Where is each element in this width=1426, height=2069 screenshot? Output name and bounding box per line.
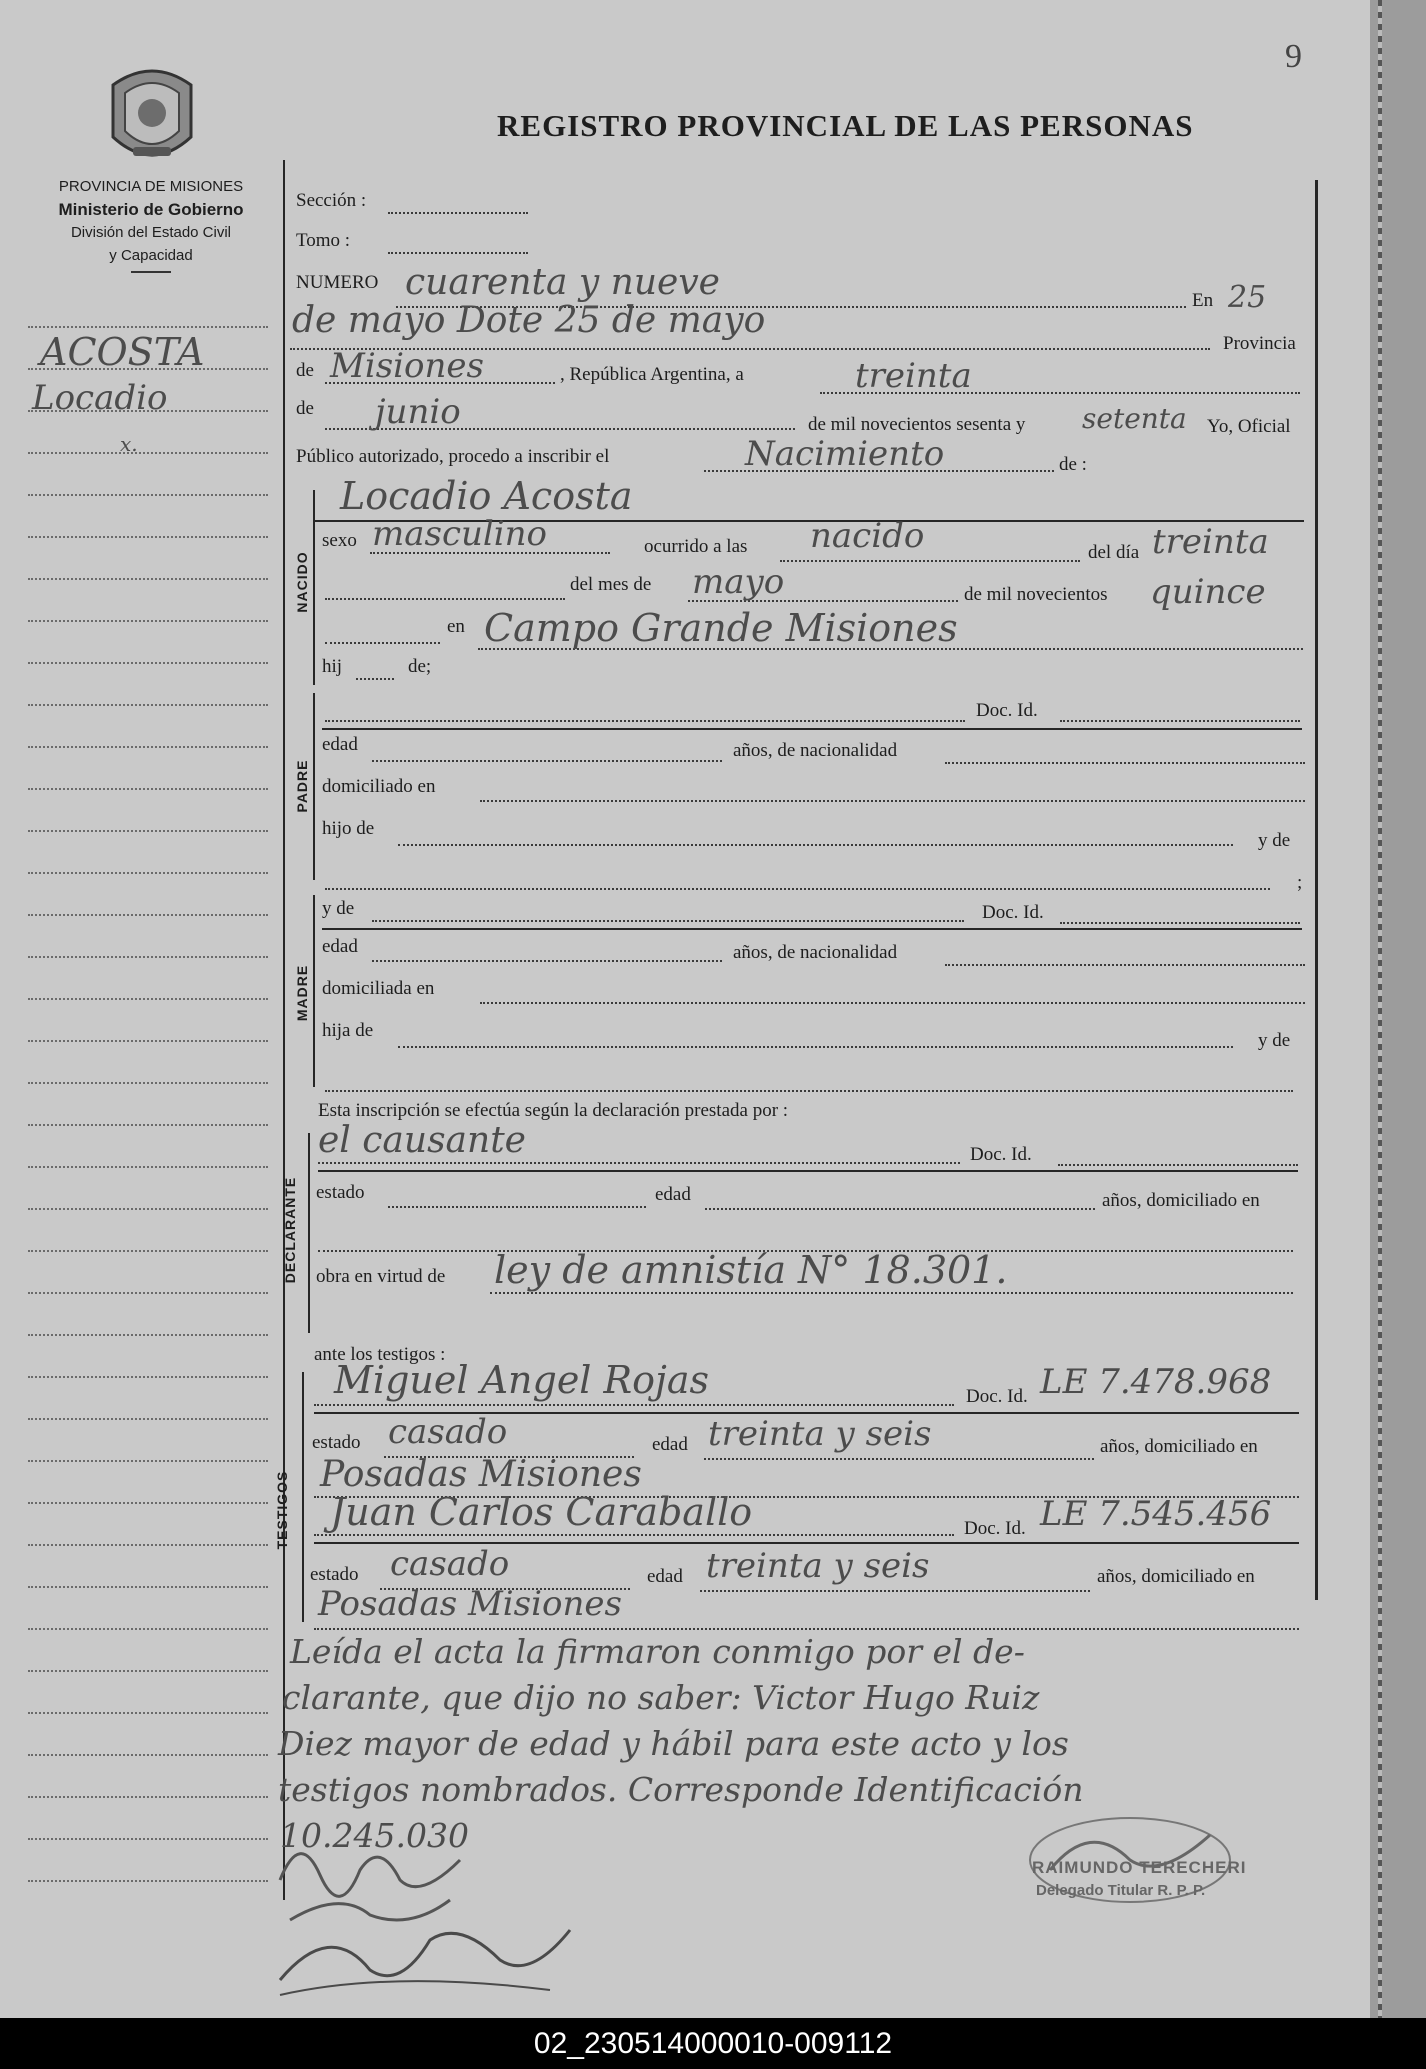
padre-hijo-label: hijo de — [322, 818, 375, 839]
mes-lead-line — [325, 598, 565, 600]
nombre-value: Locadio Acosta — [340, 474, 633, 518]
declarante-obra-label: obra en virtud de — [316, 1266, 446, 1287]
declarante-estado-label: estado — [316, 1182, 365, 1203]
t1-doc-label: Doc. Id. — [966, 1386, 1028, 1407]
declarante-edad-line — [705, 1208, 1095, 1210]
nacido-bracket — [313, 490, 315, 685]
madre-nac-line — [945, 964, 1305, 966]
de3-label: de : — [1059, 454, 1087, 475]
madre-anios-label: años, de nacionalidad — [733, 942, 898, 963]
anio-nac-value: quince — [1150, 572, 1266, 612]
closing-line3: Diez mayor de edad y hábil para este acto y los — [278, 1724, 1069, 1763]
declarante-doc-line — [1058, 1164, 1298, 1166]
madre-yde-label: y de — [322, 898, 355, 919]
declarante-edad-label: edad — [655, 1184, 691, 1205]
numero-label: NUMERO — [296, 272, 379, 293]
publico-label: Público autorizado, procedo a inscribir el — [296, 446, 610, 467]
t1-nombre-line — [314, 1404, 954, 1406]
declarante-estado-line — [388, 1206, 646, 1208]
page-number: 9 — [1285, 38, 1302, 75]
closing-line2: clarante, que dijo no saber: Victor Hugo Ruiz — [282, 1678, 1040, 1717]
sexo-value: masculino — [372, 514, 548, 554]
acta-value: Nacimiento — [745, 434, 945, 474]
mes-nac-value: mayo — [692, 562, 785, 602]
t2-estado-label: estado — [310, 1564, 359, 1585]
declarante-section-label: DECLARANTE — [282, 1176, 298, 1284]
margin-surname: ACOSTA — [40, 330, 205, 374]
padre-edad-label: edad — [322, 734, 358, 755]
mil-label: de mil novecientos sesenta y — [808, 414, 1026, 435]
ministry-line1: PROVINCIA DE MISIONES — [58, 178, 244, 195]
madre-hija-label: hija de — [322, 1020, 374, 1041]
t2-doc-label: Doc. Id. — [964, 1518, 1026, 1539]
t2-estado-value: casado — [390, 1544, 510, 1584]
del-dia-label: del día — [1088, 542, 1140, 563]
testigos-intro: ante los testigos : — [314, 1344, 446, 1365]
nacido-section-label: NACIDO — [294, 551, 310, 613]
padre-anios-label: años, de nacionalidad — [733, 740, 898, 761]
en-label: En — [1192, 290, 1214, 311]
closing-line4: testigos nombrados. Corresponde Identificación — [278, 1770, 1084, 1809]
date-value: de mayo Dote 25 de mayo — [292, 300, 766, 341]
stamp-role: Delegado Titular R. P. P. — [1036, 1882, 1206, 1899]
de2-label: de — [296, 398, 314, 419]
t1-nombre-value: Miguel Angel Rojas — [334, 1358, 709, 1402]
padre-edad-line — [372, 760, 722, 762]
declarante-intro: Esta inscripción se efectúa según la declaración prestada por : — [318, 1100, 789, 1121]
ministry-rule — [131, 271, 171, 273]
declarante-nombre-value: el causante — [318, 1120, 526, 1161]
provincial-seal-icon — [103, 65, 201, 169]
padre-rule — [322, 728, 1302, 730]
republica-label: , República Argentina, a — [560, 364, 744, 385]
declarante-obra-value: ley de amnistía N° 18.301. — [494, 1248, 1008, 1292]
madre-edad-line — [372, 960, 722, 962]
padre-nombre-line — [325, 720, 965, 722]
t2-anios-label: años, domiciliado en — [1097, 1566, 1255, 1587]
closing-line5: 10.245.030 — [280, 1816, 469, 1855]
madre-bracket — [313, 895, 315, 1087]
t2-edad-line — [700, 1590, 1090, 1592]
t2-edad-value: treinta y seis — [706, 1546, 930, 1586]
t1-estado-value: casado — [388, 1412, 508, 1452]
tomo-line — [388, 252, 528, 254]
madre-hija-line — [398, 1046, 1233, 1048]
madre-yde2-label: y de — [1258, 1030, 1291, 1051]
declarante-obra-line — [490, 1292, 1293, 1294]
madre-section-label: MADRE — [294, 964, 310, 1022]
madre-doc-line — [1060, 922, 1300, 924]
hij-label: hij — [322, 656, 343, 677]
binding-stitch — [1378, 0, 1382, 2018]
t1-domicilio-value: Posadas Misiones — [320, 1454, 642, 1495]
hora-value: nacido — [810, 516, 925, 556]
image-id-footer: 02_230514000010-009112 — [0, 2018, 1426, 2069]
ocurrido-label: ocurrido a las — [644, 536, 748, 557]
t2-domicilio-line — [314, 1628, 1299, 1630]
stamp-name: RAIMUNDO TERECHERI — [1032, 1858, 1247, 1877]
sexo-label: sexo — [322, 530, 357, 551]
t2-edad-label: edad — [647, 1566, 683, 1587]
seccion-line — [388, 212, 528, 214]
anio-value: setenta — [1082, 402, 1187, 435]
binding-edge — [1370, 0, 1426, 2018]
padre-domicilio-line — [480, 800, 1305, 802]
margin-mark: x. — [120, 432, 138, 456]
padre-doc-label: Doc. Id. — [976, 700, 1038, 721]
madre-doc-label: Doc. Id. — [982, 902, 1044, 923]
hij-de-label: de; — [408, 656, 432, 677]
lugar-value: Campo Grande Misiones — [484, 606, 958, 650]
form-left-border — [283, 160, 285, 1900]
ministry-header — [20, 175, 282, 273]
t1-doc-value: LE 7.478.968 — [1040, 1362, 1272, 1402]
provincia-value: Misiones — [330, 346, 484, 386]
yo-label: Yo, Oficial — [1207, 416, 1291, 437]
mes-value: junio — [375, 392, 461, 432]
padre-doc-line — [1060, 720, 1300, 722]
declarante-rule — [318, 1170, 1298, 1172]
padre-semicolon: ; — [1297, 872, 1303, 893]
del-mes-label: del mes de — [570, 574, 652, 595]
madre-domicilio-line — [480, 1002, 1305, 1004]
padre-section-label: PADRE — [294, 759, 310, 813]
padre-hijo-line — [398, 844, 1233, 846]
t1-edad-label: edad — [652, 1434, 688, 1455]
signature-scribble-2 — [270, 1900, 590, 2010]
ministry-line3: División del Estado Civil — [70, 224, 232, 241]
declarante-anios-label: años, domiciliado en — [1102, 1190, 1260, 1211]
provincia-label: Provincia — [1223, 333, 1296, 354]
testigos-section-label: TESTIGOS — [274, 1470, 290, 1550]
numero-value: cuarenta y nueve — [405, 262, 720, 303]
padre-domicilio-label: domiciliado en — [322, 776, 436, 797]
madre-madre-line — [325, 1090, 1293, 1092]
declarante-doc-label: Doc. Id. — [970, 1144, 1032, 1165]
t2-nombre-line — [314, 1534, 954, 1536]
padre-bracket — [313, 693, 315, 880]
dia-value2: treinta — [1152, 522, 1269, 562]
madre-edad-label: edad — [322, 936, 358, 957]
hora-line — [780, 560, 1080, 562]
hij-line — [356, 678, 394, 680]
testigos-bracket — [302, 1372, 304, 1622]
madre-nombre-line — [372, 920, 964, 922]
form-right-border — [1315, 180, 1318, 1600]
t1-edad-line — [704, 1458, 1094, 1460]
declarante-nombre-line — [318, 1162, 960, 1164]
en-value: 25 — [1228, 280, 1267, 315]
closing-line1: Leída el acta la firmaron conmigo por el de- — [290, 1632, 1025, 1671]
page-title: REGISTRO PROVINCIAL DE LAS PERSONAS — [497, 108, 1194, 143]
seccion-label: Sección : — [296, 190, 367, 211]
t1-edad-value: treinta y seis — [708, 1414, 932, 1454]
de-label: de — [296, 360, 314, 381]
t1-estado-label: estado — [312, 1432, 361, 1453]
t1-anios-label: años, domiciliado en — [1100, 1436, 1258, 1457]
padre-madre-line — [325, 888, 1270, 890]
madre-rule — [322, 928, 1302, 930]
t2-domicilio-value: Posadas Misiones — [318, 1584, 622, 1624]
declarante-bracket — [308, 1133, 310, 1333]
en-nac-label: en — [447, 616, 465, 637]
madre-domicilio-label: domiciliada en — [322, 978, 435, 999]
dia-value: treinta — [855, 356, 972, 396]
t2-doc-value: LE 7.545.456 — [1040, 1494, 1272, 1534]
t2-nombre-value: Juan Carlos Caraballo — [330, 1490, 753, 1534]
padre-yde-label: y de — [1258, 830, 1291, 851]
padre-nac-line — [945, 762, 1305, 764]
ministry-line2: Ministerio de Gobierno — [58, 200, 244, 219]
margin-name: Locadio — [32, 378, 168, 418]
tomo-label: Tomo : — [296, 230, 351, 251]
mil-nac-label: de mil novecientos — [964, 584, 1108, 605]
en-lead-line — [325, 642, 440, 644]
ministry-line4: y Capacidad — [109, 247, 193, 264]
